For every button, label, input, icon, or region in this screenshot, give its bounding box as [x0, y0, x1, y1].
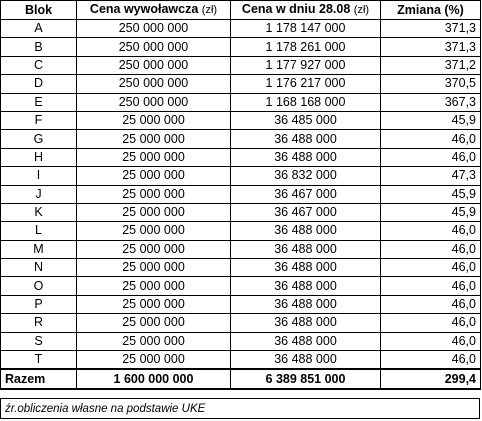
change-cell: 46,0: [381, 240, 481, 258]
change-cell: 370,5: [381, 75, 481, 93]
total-label: Razem: [1, 369, 77, 388]
change-cell: 46,0: [381, 148, 481, 166]
change-cell: 46,0: [381, 277, 481, 295]
total-price-on-date: 6 389 851 000: [231, 369, 381, 388]
starting-price-cell: 25 000 000: [77, 332, 231, 350]
block-cell: A: [1, 20, 77, 38]
block-cell: K: [1, 203, 77, 221]
block-cell: H: [1, 148, 77, 166]
change-cell: 371,3: [381, 20, 481, 38]
header-price-on-date-unit: (zł): [353, 4, 370, 16]
table-row: [1, 20, 481, 38]
block-cell: R: [1, 314, 77, 332]
starting-price-cell: 250 000 000: [77, 93, 231, 111]
price-on-date-cell: 36 488 000: [231, 314, 381, 332]
block-cell: S: [1, 332, 77, 350]
price-on-date-cell: 1 177 927 000: [231, 56, 381, 74]
table-row: [1, 75, 481, 93]
table-row: [1, 148, 481, 166]
change-cell: 46,0: [381, 351, 481, 370]
table-row: [1, 314, 481, 332]
table-row: [1, 93, 481, 111]
table-row: [1, 56, 481, 74]
change-cell: 45,9: [381, 203, 481, 221]
change-cell: 46,0: [381, 130, 481, 148]
table-row: [1, 38, 481, 56]
starting-price-cell: 250 000 000: [77, 56, 231, 74]
starting-price-cell: 25 000 000: [77, 351, 231, 370]
table-row: [1, 277, 481, 295]
starting-price-cell: 25 000 000: [77, 167, 231, 185]
starting-price-cell: 25 000 000: [77, 240, 231, 258]
starting-price-cell: 250 000 000: [77, 20, 231, 38]
change-cell: 45,9: [381, 111, 481, 129]
starting-price-cell: 250 000 000: [77, 38, 231, 56]
price-on-date-cell: 1 168 168 000: [231, 93, 381, 111]
table-row: [1, 295, 481, 313]
price-on-date-cell: 36 488 000: [231, 277, 381, 295]
price-on-date-cell: 36 488 000: [231, 130, 381, 148]
change-cell: 367,3: [381, 93, 481, 111]
change-cell: 371,3: [381, 38, 481, 56]
table-row: [1, 111, 481, 129]
change-cell: 47,3: [381, 167, 481, 185]
block-cell: T: [1, 351, 77, 370]
change-cell: 46,0: [381, 259, 481, 277]
starting-price-cell: 25 000 000: [77, 314, 231, 332]
table-row: [1, 130, 481, 148]
header-price-on-date: Cena w dniu 28.08 (zł): [231, 1, 381, 20]
total-row: [1, 369, 481, 388]
source-note: źr.obliczenia własne na podstawie UKE: [0, 398, 480, 419]
price-on-date-cell: 36 488 000: [231, 351, 381, 370]
block-cell: E: [1, 93, 77, 111]
table-row: [1, 332, 481, 350]
block-cell: O: [1, 277, 77, 295]
price-on-date-cell: 36 467 000: [231, 185, 381, 203]
price-on-date-cell: 36 488 000: [231, 222, 381, 240]
price-on-date-cell: 36 488 000: [231, 148, 381, 166]
block-cell: J: [1, 185, 77, 203]
table-row: [1, 351, 481, 370]
block-cell: N: [1, 259, 77, 277]
table-row: [1, 167, 481, 185]
block-cell: G: [1, 130, 77, 148]
price-on-date-cell: 36 488 000: [231, 240, 381, 258]
block-cell: L: [1, 222, 77, 240]
total-starting-price: 1 600 000 000: [77, 369, 231, 388]
price-on-date-cell: 1 176 217 000: [231, 75, 381, 93]
change-cell: 46,0: [381, 295, 481, 313]
starting-price-cell: 25 000 000: [77, 185, 231, 203]
header-change: Zmiana (%): [381, 1, 481, 20]
block-cell: I: [1, 167, 77, 185]
block-cell: D: [1, 75, 77, 93]
header-starting-price: Cena wywoławcza (zł): [77, 1, 231, 20]
starting-price-cell: 25 000 000: [77, 259, 231, 277]
change-cell: 46,0: [381, 222, 481, 240]
price-on-date-cell: 1 178 147 000: [231, 20, 381, 38]
price-on-date-cell: 36 488 000: [231, 259, 381, 277]
table-row: [1, 240, 481, 258]
table-row: [1, 185, 481, 203]
starting-price-cell: 25 000 000: [77, 222, 231, 240]
header-starting-price-unit: (zł): [201, 4, 218, 16]
change-cell: 46,0: [381, 314, 481, 332]
block-cell: P: [1, 295, 77, 313]
table-row: [1, 203, 481, 221]
price-on-date-cell: 36 488 000: [231, 295, 381, 313]
starting-price-cell: 25 000 000: [77, 111, 231, 129]
starting-price-cell: 25 000 000: [77, 295, 231, 313]
table-row: [1, 222, 481, 240]
header-row: [1, 1, 481, 20]
block-cell: B: [1, 38, 77, 56]
change-cell: 45,9: [381, 185, 481, 203]
change-cell: 46,0: [381, 332, 481, 350]
starting-price-cell: 25 000 000: [77, 148, 231, 166]
price-on-date-cell: 36 467 000: [231, 203, 381, 221]
block-cell: C: [1, 56, 77, 74]
block-cell: M: [1, 240, 77, 258]
table-row: [1, 259, 481, 277]
starting-price-cell: 250 000 000: [77, 75, 231, 93]
table-body: [1, 20, 481, 370]
total-change: 299,4: [381, 369, 481, 388]
starting-price-cell: 25 000 000: [77, 130, 231, 148]
change-cell: 371,2: [381, 56, 481, 74]
starting-price-cell: 25 000 000: [77, 277, 231, 295]
header-block: Blok: [1, 1, 77, 20]
price-on-date-cell: 36 832 000: [231, 167, 381, 185]
price-on-date-cell: 36 485 000: [231, 111, 381, 129]
starting-price-cell: 25 000 000: [77, 203, 231, 221]
block-cell: F: [1, 111, 77, 129]
price-on-date-cell: 36 488 000: [231, 332, 381, 350]
price-on-date-cell: 1 178 261 000: [231, 38, 381, 56]
